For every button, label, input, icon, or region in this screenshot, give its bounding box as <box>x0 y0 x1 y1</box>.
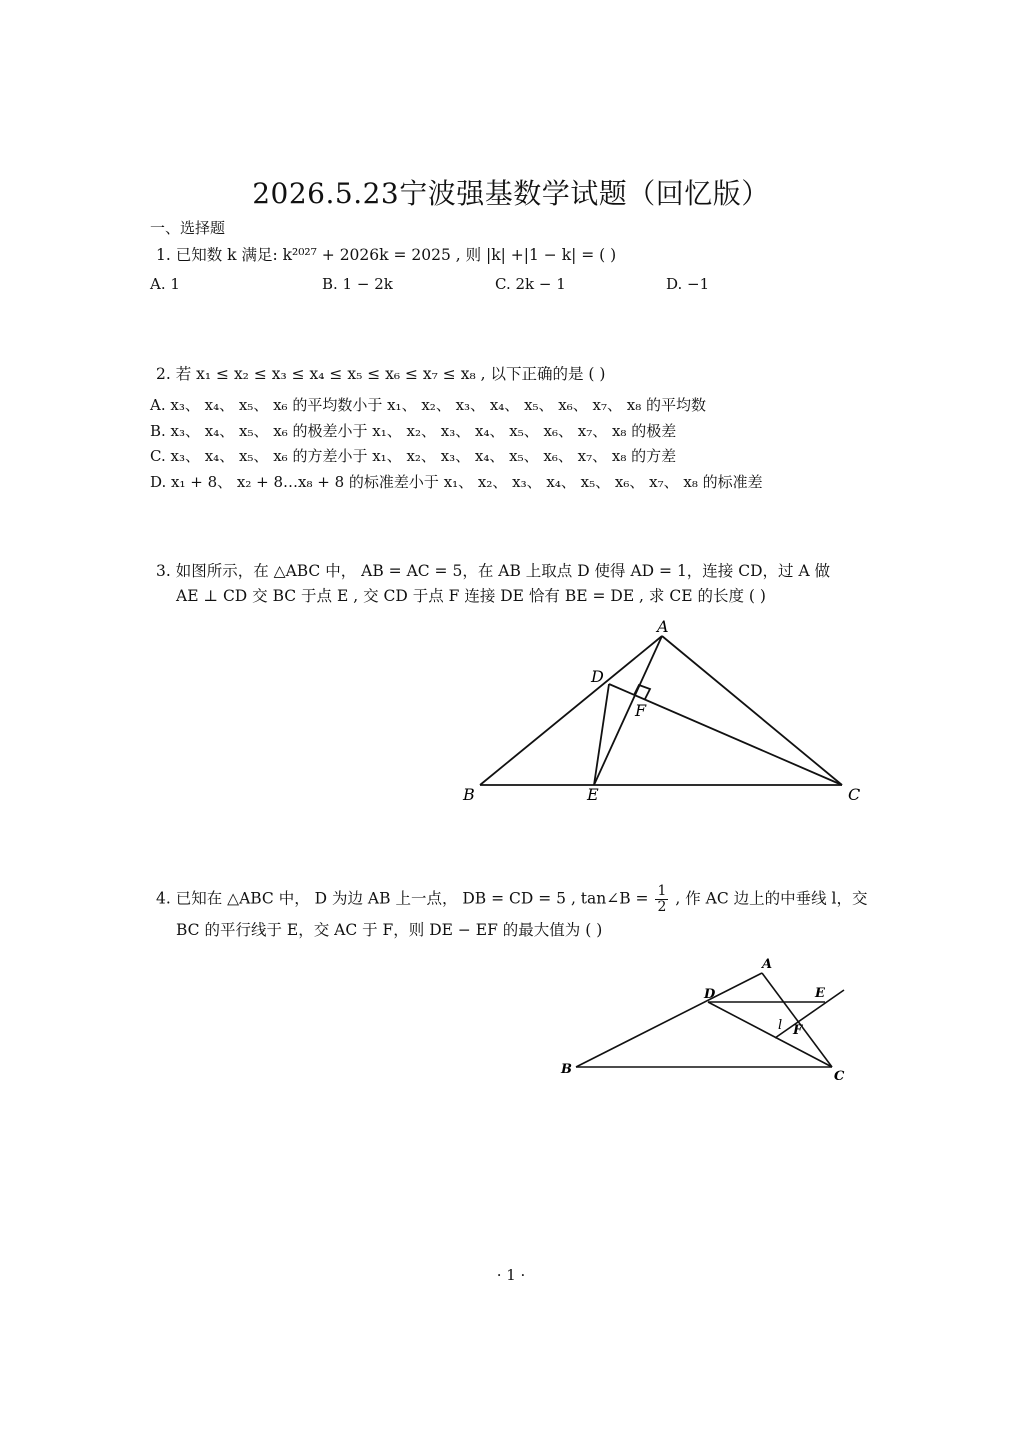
label-d: D <box>591 667 604 686</box>
label-d-q4: D <box>704 987 716 1002</box>
question-3-line-2: AE ⊥ CD 交 BC 于点 E , 交 CD 于点 F 连接 DE 恰有 BE = DE , 求 CE 的长度 ( ) <box>176 587 766 605</box>
question-2-stem: 2. 若 x₁ ≤ x₂ ≤ x₃ ≤ x₄ ≤ x₅ ≤ x₆ ≤ x₇ ≤ x₈ , 以下正确的是 ( ) <box>156 365 606 383</box>
label-f: F <box>635 701 647 720</box>
question-2-option-a: A. x₃、 x₄、 x₅、 x₆ 的平均数小于 x₁、 x₂、 x₃、 x₄、 x₅、 x₆、 x₇、 x₈ 的平均数 <box>150 396 707 414</box>
segment-ba-q4 <box>576 973 762 1067</box>
label-c-q4: C <box>834 1069 845 1084</box>
line-l-q4 <box>775 990 844 1038</box>
question-1-option-a: A. 1 <box>150 275 180 293</box>
question-1-option-c: C. 2k − 1 <box>495 275 566 293</box>
label-f-q4: F <box>793 1023 803 1038</box>
question-1-option-d: D. −1 <box>666 275 710 293</box>
question-1-option-b: B. 1 − 2k <box>322 275 393 293</box>
question-2-option-b: B. x₃、 x₄、 x₅、 x₆ 的极差小于 x₁、 x₂、 x₃、 x₄、 x₅、 x₆、 x₇、 x₈ 的极差 <box>150 422 677 440</box>
question-4-line-1-part-a: 4. 已知在 △ABC 中， D 为边 AB 上一点， DB = CD = 5 , tan∠B = <box>156 889 649 908</box>
label-c: C <box>848 785 861 804</box>
label-a: A <box>657 617 669 636</box>
question-1-stem: 1. 已知数 k 满足: k²⁰²⁷ + 2026k = 2025 , 则 |k| +|1 − k| = ( ) <box>156 246 617 264</box>
section-heading: 一、选择题 <box>150 219 226 237</box>
question-2-option-d: D. x₁ + 8、 x₂ + 8…x₈ + 8 的标准差小于 x₁、 x₂、 x₃、 x₄、 x₅、 x₆、 x₇、 x₈ 的标准差 <box>150 473 763 491</box>
question-2-option-c: C. x₃、 x₄、 x₅、 x₆ 的方差小于 x₁、 x₂、 x₃、 x₄、 x₅、 x₆、 x₇、 x₈ 的方差 <box>150 447 677 465</box>
fraction-denominator: 2 <box>657 899 667 915</box>
page-title: 2026.5.23宁波强基数学试题（回忆版） <box>252 177 770 210</box>
question-4-line-1 <box>156 884 868 915</box>
fraction-numerator: 1 <box>657 883 667 899</box>
question-4-line-2: BC 的平行线于 E，交 AC 于 F，则 DE − EF 的最大值为 ( ) <box>176 921 603 939</box>
question-3-line-1: 3. 如图所示，在 △ABC 中， AB = AC = 5，在 AB 上取点 D 使得 AD = 1，连接 CD，过 A 做 <box>156 562 831 580</box>
segment-ac <box>662 636 842 785</box>
label-l-q4: l <box>778 1018 783 1033</box>
page-number: · 1 · <box>496 1266 526 1284</box>
label-b: B <box>463 785 475 804</box>
label-e-q4: E <box>815 986 825 1001</box>
right-angle-mark <box>634 685 650 699</box>
question-4-line-1-part-b: , 作 AC 边上的中垂线 l，交 <box>675 889 868 908</box>
segment-cd <box>609 684 842 785</box>
label-e: E <box>587 785 599 804</box>
label-b-q4: B <box>561 1062 572 1077</box>
fraction <box>655 884 668 915</box>
label-a-q4: A <box>762 957 773 972</box>
